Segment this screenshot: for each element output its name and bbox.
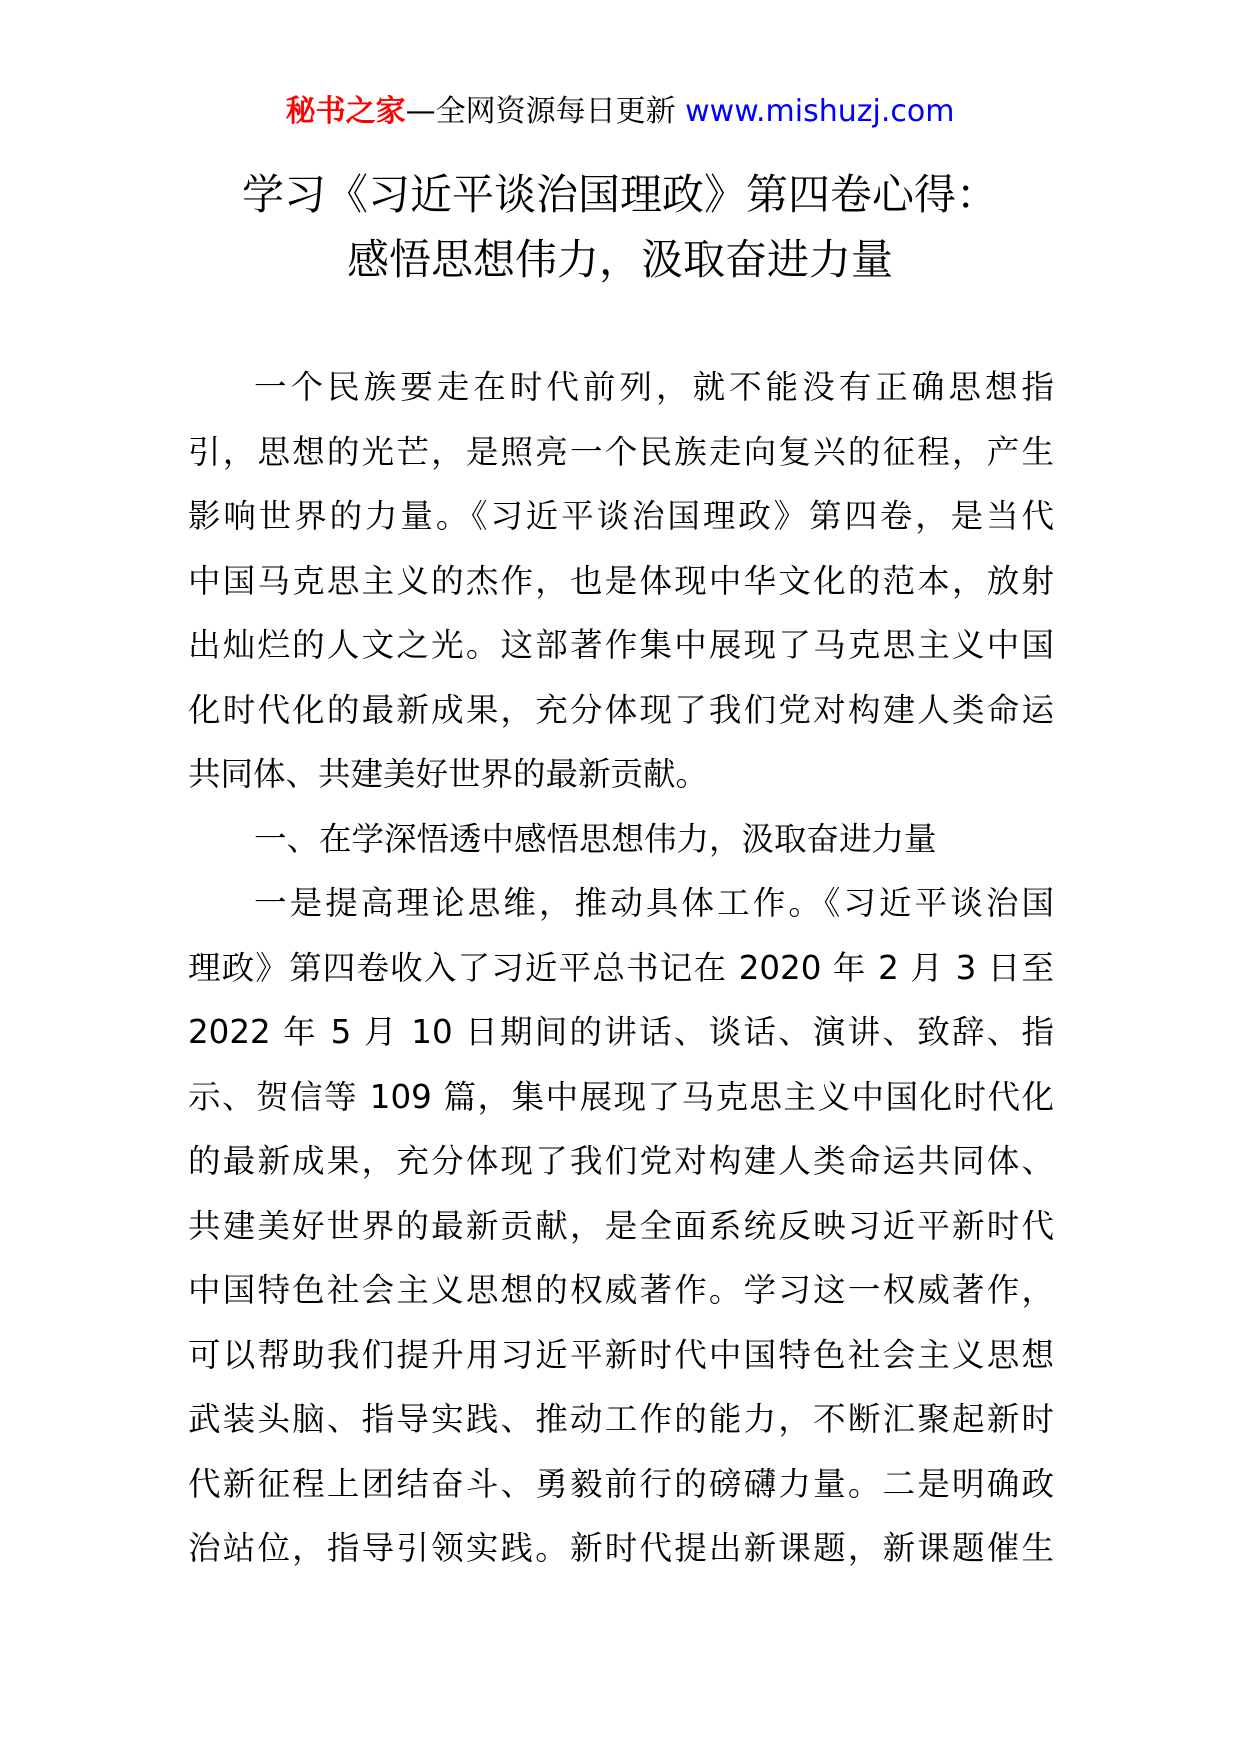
body-line: 武装头脑、指导实践、推动工作的能力，不断汇聚起新时 <box>188 1400 1054 1438</box>
section-heading: 一、在学深悟透中感悟思想伟力，汲取奋进力量 <box>254 819 937 858</box>
body-line: 的最新成果，充分体现了我们党对构建人类命运共同体、 <box>188 1142 1054 1180</box>
body-line: 可以帮助我们提升用习近平新时代中国特色社会主义思想 <box>188 1335 1054 1374</box>
document-title-line-2: 感悟思想伟力，汲取奋进力量 <box>346 235 893 284</box>
document-title-line-1: 学习《习近平谈治国理政》第四卷心得： <box>241 170 998 219</box>
site-brand: 秘书之家 <box>285 94 406 129</box>
body-line: 出灿烂的人文之光。这部著作集中展现了马克思主义中国 <box>188 626 1054 664</box>
body-line: 引，思想的光芒，是照亮一个民族走向复兴的征程，产生 <box>188 432 1054 471</box>
header-separator: — <box>405 94 436 129</box>
body-line: 中国特色社会主义思想的权威著作。学习这一权威著作， <box>188 1271 1054 1309</box>
body-line: 一是提高理论思维，推动具体工作。《习近平谈治国 <box>254 884 1054 922</box>
body-line: 2022 年 5 月 10 日期间的讲话、谈话、演讲、致辞、指 <box>188 1013 1054 1051</box>
body-line: 示、贺信等 109 篇，集中展现了马克思主义中国化时代化 <box>188 1077 1054 1116</box>
body-line: 一个民族要走在时代前列，就不能没有正确思想指 <box>254 368 1054 406</box>
body-line: 代新征程上团结奋斗、勇毅前行的磅礴力量。二是明确政 <box>188 1464 1054 1503</box>
body-line: 化时代化的最新成果，充分体现了我们党对构建人类命运 <box>188 690 1054 729</box>
site-url-link[interactable]: www.mishuzj.com <box>685 94 955 129</box>
body-line: 共建美好世界的最新贡献，是全面系统反映习近平新时代 <box>188 1206 1054 1245</box>
site-header <box>0 92 1240 132</box>
document-body <box>188 355 1054 1581</box>
body-line: 影响世界的力量。《习近平谈治国理政》第四卷，是当代 <box>188 497 1054 535</box>
body-line: 共同体、共建美好世界的最新贡献。 <box>188 755 709 793</box>
body-line: 治站位，指导引领实践。新时代提出新课题，新课题催生 <box>188 1529 1054 1567</box>
header-tagline: 全网资源每日更新 <box>435 94 676 129</box>
body-line: 中国马克思主义的杰作，也是体现中华文化的范本，放射 <box>188 561 1054 600</box>
body-line: 理政》第四卷收入了习近平总书记在 2020 年 2 月 3 日至 <box>188 948 1054 987</box>
